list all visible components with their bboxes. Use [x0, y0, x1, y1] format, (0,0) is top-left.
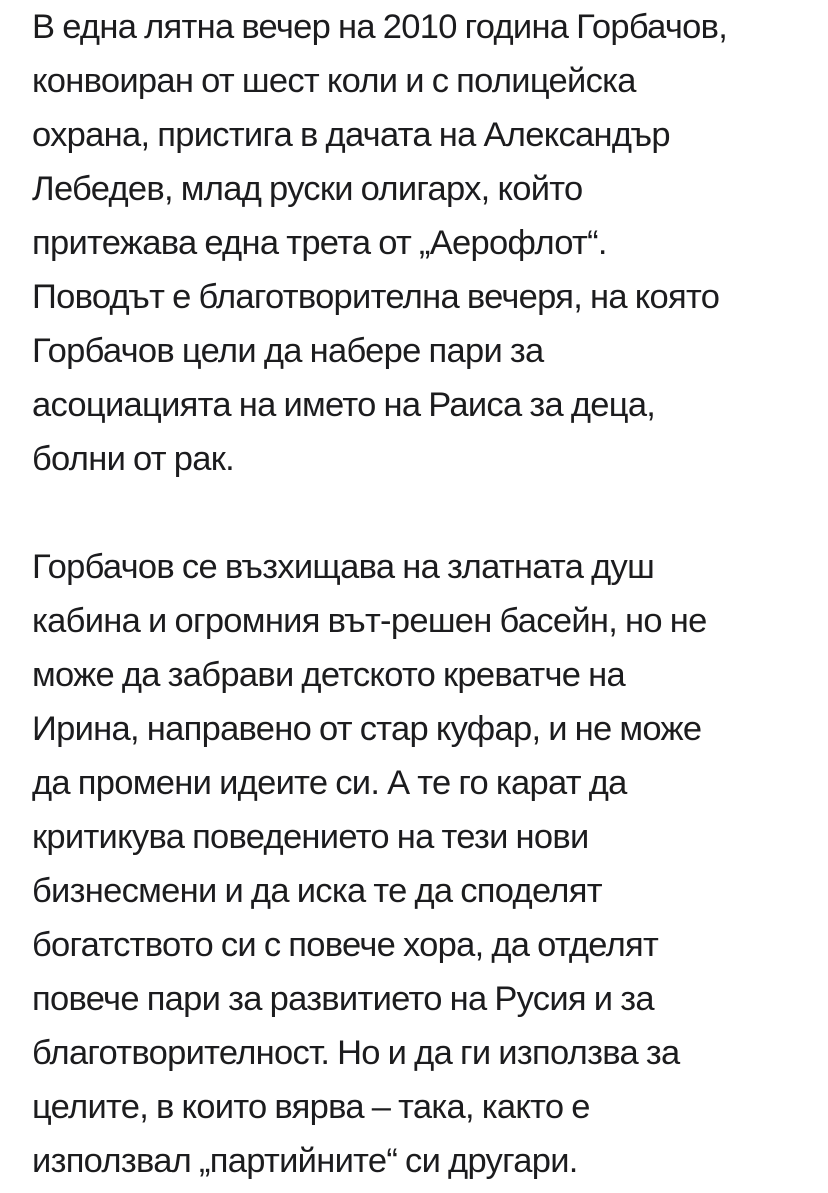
paragraph-spacer — [32, 486, 822, 540]
text-line: използвал „партийните“ си другари. — [32, 1142, 578, 1180]
text-line: Поводът е благотворителна вечеря, на която — [32, 278, 720, 316]
paragraph-1 — [32, 0, 822, 486]
text-line: Горбачов се възхищава на златната душ — [32, 548, 655, 586]
text-line: благотворителност. Но и да ги използва за — [32, 1034, 680, 1072]
text-line: богатството си с повече хора, да отделят — [32, 926, 659, 964]
text-line: асоциацията на името на Раиса за деца, — [32, 386, 656, 424]
text-line: критикува поведението на тези нови — [32, 818, 589, 856]
text-line: повече пари за развитието на Русия и за — [32, 980, 654, 1018]
article-text — [32, 0, 822, 1188]
text-line: Горбачов цели да набере пари за — [32, 332, 544, 370]
text-line: охрана, пристига в дачата на Александър — [32, 116, 670, 154]
text-line: Лебедев, млад руски олигарх, който — [32, 170, 583, 208]
text-line: притежава една трета от „Аерофлот“. — [32, 224, 607, 262]
text-line: да промени идеите си. А те го карат да — [32, 764, 627, 802]
text-line: целите, в които вярва – така, както е — [32, 1088, 590, 1126]
text-line: кабина и огромния вът-решен басейн, но не — [32, 602, 707, 640]
paragraph-2 — [32, 540, 822, 1188]
text-line: В една лятна вечер на 2010 година Горбачов, — [32, 8, 728, 46]
text-line: конвоиран от шест коли и с полицейска — [32, 62, 636, 100]
text-line: болни от рак. — [32, 440, 234, 478]
text-line: Ирина, направено от стар куфар, и не може — [32, 710, 702, 748]
text-line: бизнесмени и да иска те да споделят — [32, 872, 602, 910]
text-line: може да забрави детското креватче на — [32, 656, 625, 694]
